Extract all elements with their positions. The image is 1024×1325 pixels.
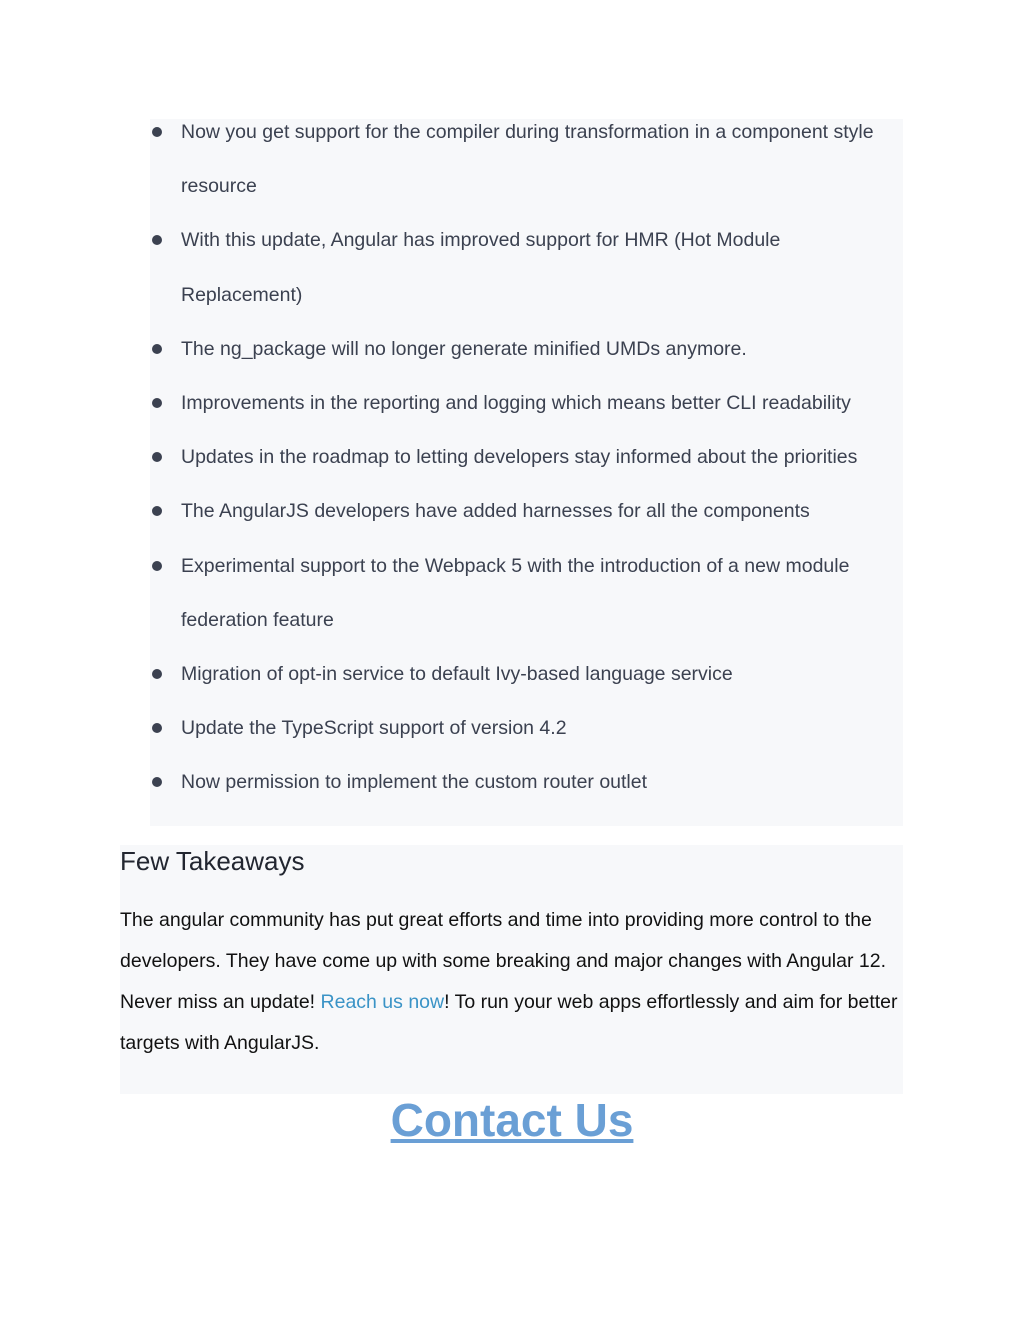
list-item — [150, 701, 910, 755]
bullet-icon — [152, 235, 162, 245]
takeaways-paragraph — [120, 900, 910, 1064]
list-item-line: Improvements in the reporting and logging which means better CLI readability — [181, 392, 851, 415]
bullet-icon — [152, 398, 162, 408]
bullet-icon — [152, 777, 162, 787]
bullet-icon — [152, 723, 162, 733]
paragraph-text-after-link: ! To run your web apps effortlessly and aim for better targets with AngularJS. — [120, 991, 898, 1054]
paragraph-text-before-link: The angular community has put great efforts and time into providing more control to the developers. They have come up with some breaking and major changes with Angular 12. Never miss an update! — [120, 909, 887, 1013]
bullet-icon — [152, 127, 162, 137]
list-item — [150, 755, 910, 809]
list-item — [150, 213, 910, 321]
features-list — [150, 105, 910, 810]
takeaways-heading: Few Takeaways — [120, 846, 305, 876]
list-item-line: Migration of opt-in service to default Ivy-based language service — [181, 663, 733, 686]
list-item — [150, 376, 910, 430]
list-item-line: The AngularJS developers have added harnesses for all the components — [181, 500, 810, 523]
bullet-icon — [152, 506, 162, 516]
reach-us-link[interactable]: Reach us now — [320, 991, 445, 1013]
list-item-line: resource — [181, 175, 257, 198]
bullet-icon — [152, 561, 162, 571]
bullet-icon — [152, 452, 162, 462]
list-item — [150, 539, 910, 647]
list-item — [150, 430, 910, 484]
list-item-line: Replacement) — [181, 283, 303, 306]
list-item — [150, 484, 910, 538]
bullet-icon — [152, 669, 162, 679]
list-item-line: Updates in the roadmap to letting developers stay informed about the priorities — [181, 446, 858, 469]
list-item-line: Now permission to implement the custom router outlet — [181, 771, 648, 794]
list-item-line: Now you get support for the compiler during transformation in a component style — [181, 121, 874, 143]
list-item-line: The ng_package will no longer generate minified UMDs anymore. — [181, 337, 747, 360]
list-item — [150, 105, 910, 213]
list-item-line: Experimental support to the Webpack 5 with the introduction of a new module — [181, 554, 850, 577]
list-item-line: With this update, Angular has improved support for HMR (Hot Module — [181, 229, 781, 252]
list-item — [150, 647, 910, 701]
contact-us-link[interactable]: Contact Us — [390, 1094, 634, 1146]
bullet-icon — [152, 344, 162, 354]
list-item — [150, 322, 910, 376]
list-item-line: federation feature — [181, 608, 334, 631]
list-item-line: Update the TypeScript support of version 4.2 — [181, 717, 567, 740]
